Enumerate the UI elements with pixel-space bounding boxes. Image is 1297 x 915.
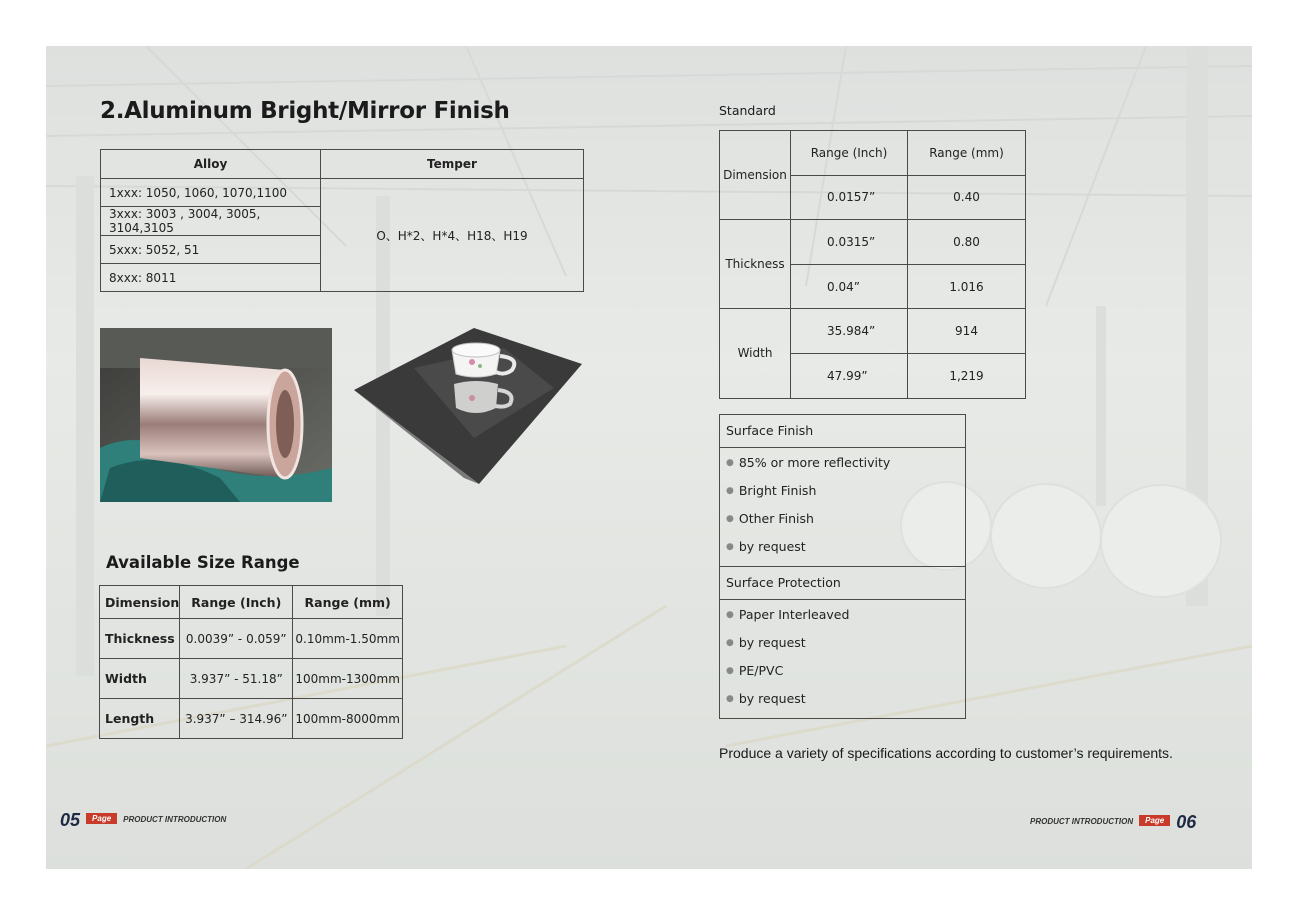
size-inch-cell: 0.0039” - 0.059” <box>180 619 293 659</box>
size-range-table <box>99 585 403 739</box>
alloy-header: Alloy <box>101 150 321 179</box>
std-mm-cell: 0.80 <box>908 220 1026 265</box>
surface-protection-list <box>720 600 965 718</box>
surface-finish-title: Surface Finish <box>720 415 965 448</box>
std-mm-header: Range (mm) <box>908 131 1026 176</box>
bullet-icon: ● <box>726 694 734 704</box>
page-title: 2.Aluminum Bright/Mirror Finish <box>100 98 510 124</box>
page-badge: Page <box>1139 815 1170 826</box>
bullet-icon: ● <box>726 486 734 496</box>
list-item: ● by request <box>726 691 806 706</box>
size-range-title: Available Size Range <box>106 553 300 572</box>
size-mm-cell: 100mm-1300mm <box>293 659 403 699</box>
bullet-icon: ● <box>726 542 734 552</box>
page-number: 06 <box>1176 812 1197 832</box>
std-group-label: Dimension <box>720 131 791 220</box>
mirror-sheet-cup-photo <box>354 328 582 486</box>
std-inch-cell: 0.04” <box>791 264 908 309</box>
footer-label: PRODUCT INTRODUCTION <box>1030 817 1134 826</box>
bullet-icon: ● <box>726 610 734 620</box>
list-item: ● Other Finish <box>726 511 814 526</box>
bullet-icon: ● <box>726 666 734 676</box>
alloy-cell: 8xxx: 8011 <box>101 264 321 292</box>
size-inch-cell: 3.937” - 51.18” <box>180 659 293 699</box>
size-row-label: Width <box>100 659 180 699</box>
bullet-icon: ● <box>726 514 734 524</box>
mirror-coil-photo <box>100 328 332 502</box>
page-badge: Page <box>86 813 117 824</box>
std-group-label: Thickness <box>720 220 791 309</box>
alloy-cell: 1xxx: 1050, 1060, 1070,1100 <box>101 179 321 207</box>
std-inch-header: Range (Inch) <box>791 131 908 176</box>
size-row-label: Thickness <box>100 619 180 659</box>
list-item: ● Paper Interleaved <box>726 607 850 622</box>
std-mm-cell: 0.40 <box>908 175 1026 220</box>
bullet-icon: ● <box>726 638 734 648</box>
alloy-temper-table <box>100 149 584 292</box>
std-inch-cell: 0.0315” <box>791 220 908 265</box>
page-number: 05 <box>60 810 81 830</box>
bullet-icon: ● <box>726 458 734 468</box>
list-item: ● by request <box>726 539 806 554</box>
temper-header: Temper <box>321 150 584 179</box>
std-mm-cell: 914 <box>908 309 1026 354</box>
right-page-footer <box>1030 812 1196 833</box>
size-dimension-header: Dimension <box>100 586 180 619</box>
temper-cell: O、H*2、H*4、H18、H19 <box>321 179 584 292</box>
size-inch-header: Range (Inch) <box>180 586 293 619</box>
standard-label: Standard <box>719 103 776 118</box>
footer-label: PRODUCT INTRODUCTION <box>123 815 227 824</box>
list-item: ● 85% or more reflectivity <box>726 455 891 470</box>
requirements-note: Produce a variety of specifications according to customer’s requirements. <box>719 745 1173 761</box>
list-item: ● by request <box>726 635 806 650</box>
list-item: ● Bright Finish <box>726 483 817 498</box>
size-mm-cell: 100mm-8000mm <box>293 699 403 739</box>
std-group-label: Width <box>720 309 791 398</box>
left-page-footer <box>60 810 226 831</box>
list-item: ● PE/PVC <box>726 663 784 678</box>
surface-finish-list <box>720 448 965 567</box>
standard-table <box>719 130 1026 399</box>
surface-protection-title: Surface Protection <box>720 567 965 600</box>
std-inch-cell: 47.99” <box>791 353 908 398</box>
surface-spec-box <box>719 414 966 719</box>
size-mm-cell: 0.10mm-1.50mm <box>293 619 403 659</box>
size-mm-header: Range (mm) <box>293 586 403 619</box>
std-mm-cell: 1,219 <box>908 353 1026 398</box>
std-inch-cell: 35.984” <box>791 309 908 354</box>
std-mm-cell: 1.016 <box>908 264 1026 309</box>
std-inch-cell: 0.0157” <box>791 175 908 220</box>
alloy-cell: 3xxx: 3003 , 3004, 3005, 3104,3105 <box>101 207 321 236</box>
size-inch-cell: 3.937” – 314.96” <box>180 699 293 739</box>
alloy-cell: 5xxx: 5052, 51 <box>101 236 321 264</box>
size-row-label: Length <box>100 699 180 739</box>
